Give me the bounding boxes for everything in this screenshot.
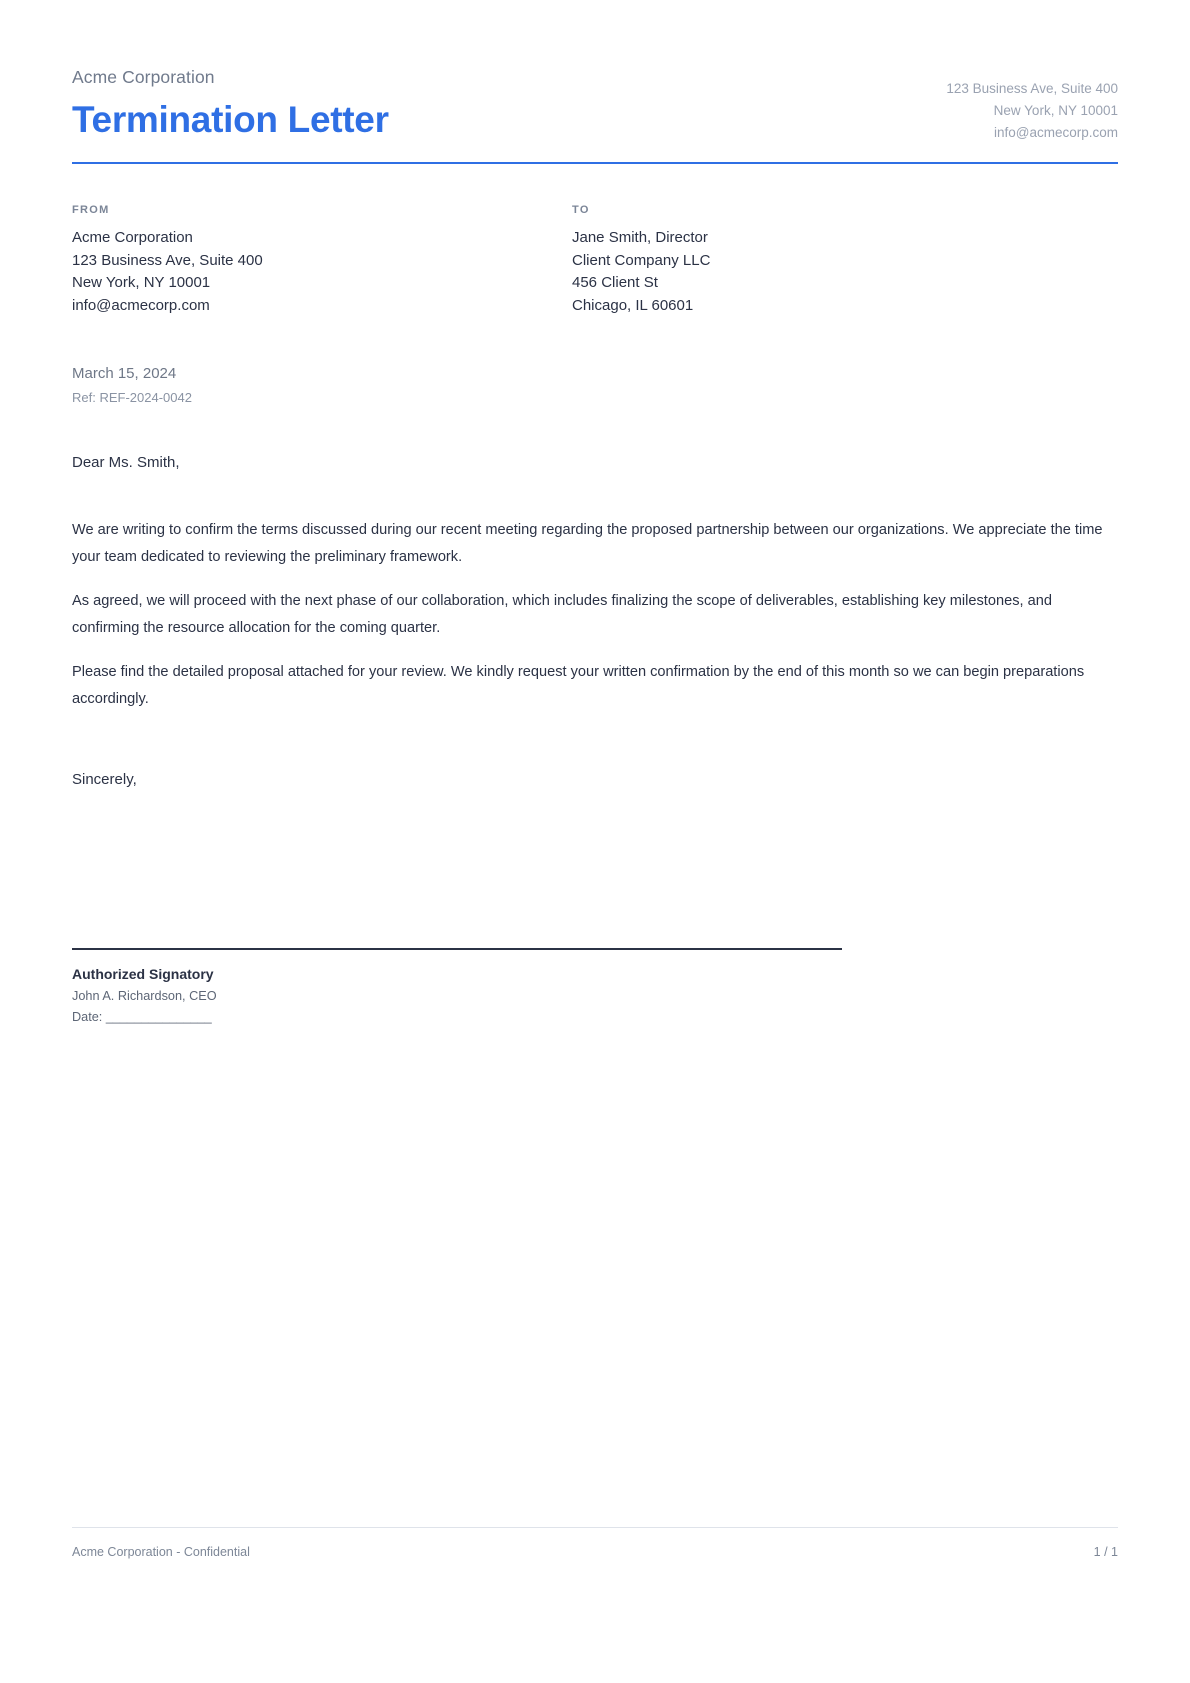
header-contact-address: 123 Business Ave, Suite 400 [946,81,1118,96]
from-line-3: New York, NY 10001 [72,274,211,292]
body-paragraph: Please find the detailed proposal attached for your review. We kindly request your written confirmation by the end of this month so we can begin preparations accordingly. [72,664,1085,708]
letter-meta [72,363,1118,409]
to-line-3: 456 Client St [572,274,658,292]
footer-confidentiality: Acme Corporation - Confidential [72,1545,250,1559]
company-name: Acme Corporation [72,67,215,87]
from-line-2: 123 Business Ave, Suite 400 [72,251,263,269]
header-left [72,66,389,143]
salutation: Dear Ms. Smith, [72,454,180,472]
from-line-4: info@acmecorp.com [72,297,210,314]
signature-block [72,948,842,1027]
header-contact-email: info@acmecorp.com [994,124,1118,140]
letter-date: March 15, 2024 [72,364,177,382]
letter-reference: Ref: REF-2024-0042 [72,390,192,406]
to-line-1: Jane Smith, Director [572,229,708,247]
page-footer [72,1527,1118,1559]
to-block [572,204,1072,318]
letter-body [72,517,1118,712]
footer-page-number: 1 / 1 [1093,1545,1118,1559]
to-label: TO [572,204,590,217]
header-contact-city: New York, NY 10001 [993,102,1118,118]
letter-header [72,0,1118,144]
closing-line: Sincerely, [72,770,137,788]
signature-line [72,948,842,950]
signature-date-field: Date: _______________ [72,1009,212,1024]
from-label: FROM [72,204,110,217]
body-paragraph: We are writing to confirm the terms discussed during our recent meeting regarding the proposed partnership between our organizations. We appreciate the time your team dedicated to reviewing the preliminary framework. [72,522,1103,565]
header-accent-rule [72,162,1118,165]
from-line-1: Acme Corporation [72,229,193,247]
parties-section [72,204,1118,318]
signatory-title: Authorized Signatory [72,965,214,982]
page-title: Termination Letter [72,98,389,140]
from-block [72,204,572,318]
to-line-2: Client Company LLC [572,251,711,269]
to-line-4: Chicago, IL 60601 [572,297,694,314]
header-contact-block [946,66,1118,144]
body-paragraph: As agreed, we will proceed with the next phase of our collaboration, which includes finalizing the scope of deliverables, establishing key milestones, and confirming the resource allocation for the coming quarter. [72,593,1052,636]
signatory-name: John A. Richardson, CEO [72,988,217,1003]
